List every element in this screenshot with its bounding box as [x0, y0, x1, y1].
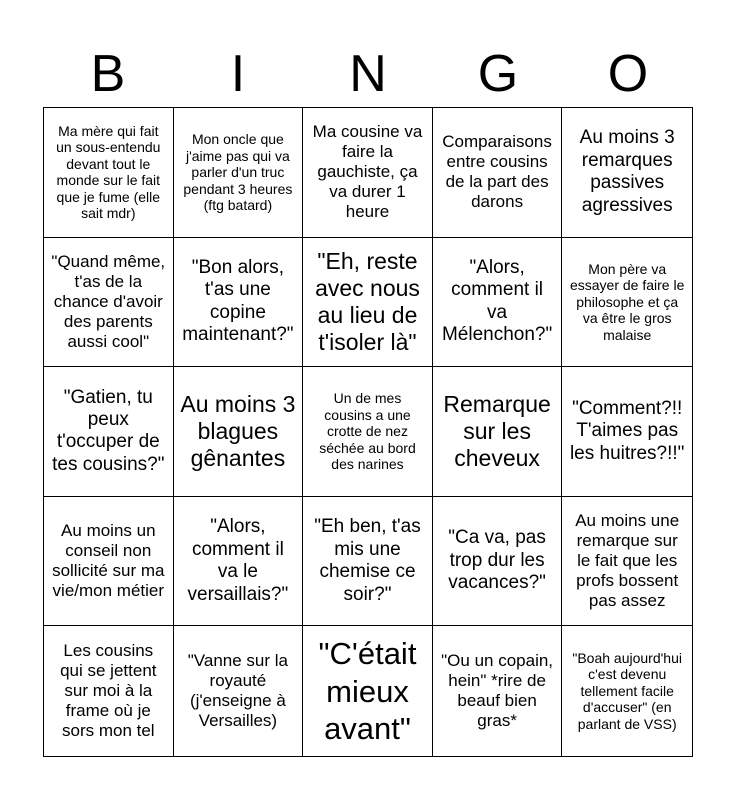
- bingo-cell-text: "Alors, comment il va Mélenchon?": [441, 257, 553, 346]
- header-letter-b: B: [90, 45, 126, 103]
- bingo-cell-text: Ma mère qui fait un sous-entendu devant tout le monde sur le fait que je fume (elle sait mdr): [56, 122, 161, 222]
- bingo-board: [43, 107, 693, 757]
- bingo-cell[interactable]: [562, 497, 692, 627]
- bingo-cell[interactable]: [433, 626, 563, 756]
- bingo-cell[interactable]: [303, 626, 433, 756]
- bingo-cell-text: Au moins un conseil non sollicité sur ma vie/mon métier: [52, 521, 165, 601]
- bingo-cell[interactable]: [174, 497, 304, 627]
- bingo-cell[interactable]: [174, 238, 304, 368]
- header-letter-n: N: [349, 45, 387, 103]
- bingo-cell[interactable]: [433, 238, 563, 368]
- bingo-cell-text: Les cousins qui se jettent sur moi à la frame où je sors mon tel: [60, 641, 157, 741]
- bingo-cell-text: Comparaisons entre cousins de la part des darons: [442, 132, 552, 212]
- bingo-cell-text: "Eh ben, t'as mis une chemise ce soir?": [314, 516, 421, 605]
- bingo-cell[interactable]: [303, 497, 433, 627]
- bingo-cell[interactable]: [44, 367, 174, 497]
- bingo-cell-text: Ma cousine va faire la gauchiste, ça va durer 1 heure: [312, 122, 423, 222]
- bingo-cell-text: "Eh, reste avec nous au lieu de t'isoler là": [315, 247, 420, 356]
- bingo-cell[interactable]: [303, 367, 433, 497]
- bingo-cell-text: Mon père va essayer de faire le philosophe et ça va être le gros malaise: [569, 260, 685, 343]
- bingo-cell[interactable]: [562, 367, 692, 497]
- bingo-cell-text: "Boah aujourd'hui c'est devenu tellement facile d'accuser" (en parlant de VSS): [572, 649, 682, 732]
- bingo-cell[interactable]: [174, 626, 304, 756]
- bingo-cell-text: "Ou un copain, hein" *rire de beauf bien gras*: [441, 651, 554, 731]
- bingo-cell-text: Au moins 3 blagues gênantes: [180, 390, 296, 472]
- header-letter-i: I: [230, 45, 246, 103]
- bingo-cell[interactable]: [433, 497, 563, 627]
- bingo-cell[interactable]: [562, 238, 692, 368]
- bingo-cell-text: "Quand même, t'as de la chance d'avoir des parents aussi cool": [51, 251, 166, 351]
- bingo-cell[interactable]: [303, 108, 433, 238]
- bingo-cell[interactable]: [562, 626, 692, 756]
- bingo-cell-text: "Gatien, tu peux t'occuper de tes cousins?": [52, 386, 165, 475]
- bingo-cell[interactable]: [433, 108, 563, 238]
- bingo-cell[interactable]: [44, 626, 174, 756]
- bingo-cell[interactable]: [44, 238, 174, 368]
- header-letter-g: G: [477, 45, 519, 103]
- bingo-cell-text: "C'était mieux avant": [318, 636, 417, 746]
- bingo-header: [43, 46, 693, 102]
- bingo-cell[interactable]: [562, 108, 692, 238]
- bingo-cell-text: "Comment?!! T'aimes pas les huitres?!!": [569, 397, 685, 464]
- bingo-cell-text: Au moins une remarque sur le fait que les profs bossent pas assez: [575, 510, 680, 611]
- bingo-cell[interactable]: [303, 238, 433, 368]
- bingo-cell[interactable]: [44, 108, 174, 238]
- bingo-cell-text: Remarque sur les cheveux: [443, 390, 551, 472]
- bingo-cell-text: Un de mes cousins a une crotte de nez séchée au bord des narines: [319, 390, 416, 473]
- bingo-cell-text: "Bon alors, t'as une copine maintenant?": [182, 257, 294, 346]
- bingo-cell-text: Au moins 3 remarques passives agressives: [579, 127, 675, 216]
- bingo-cell-text: "Alors, comment il va le versaillais?": [187, 516, 289, 605]
- header-letter-o: O: [607, 45, 649, 103]
- bingo-cell-text: "Ca va, pas trop dur les vacances?": [448, 527, 546, 594]
- bingo-cell[interactable]: [174, 108, 304, 238]
- bingo-cell-text: "Vanne sur la royauté (j'enseigne à Versailles): [187, 651, 288, 731]
- bingo-cell-text: Mon oncle que j'aime pas qui va parler d'un truc pendant 3 heures (ftg batard): [183, 131, 293, 214]
- bingo-cell[interactable]: [44, 497, 174, 627]
- bingo-cell[interactable]: [174, 367, 304, 497]
- bingo-cell[interactable]: [433, 367, 563, 497]
